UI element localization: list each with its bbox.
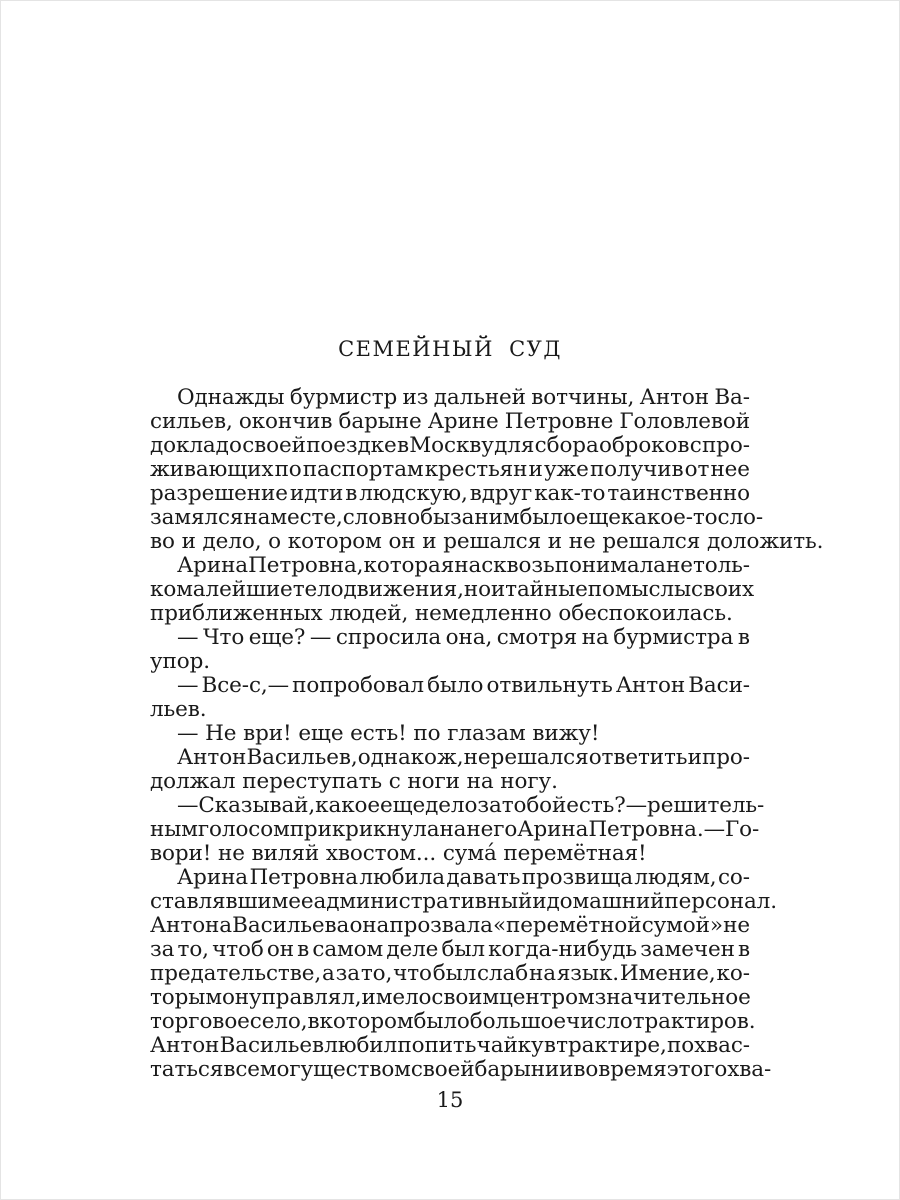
word: прозвала bbox=[389, 913, 493, 938]
word: вотчины, bbox=[531, 385, 635, 410]
text-line bbox=[150, 482, 750, 506]
word: на bbox=[581, 625, 609, 650]
word: Имение, bbox=[619, 961, 716, 986]
word: Васильева bbox=[232, 913, 350, 938]
word: своих bbox=[691, 577, 755, 602]
word: время bbox=[598, 1057, 667, 1082]
word: тайные bbox=[505, 577, 588, 602]
word: было bbox=[413, 1009, 470, 1034]
word: как-то bbox=[534, 481, 606, 506]
word: Антон bbox=[177, 745, 247, 770]
text-line bbox=[150, 1034, 750, 1058]
word: — bbox=[177, 625, 199, 650]
word: котором bbox=[319, 1009, 414, 1034]
word: и bbox=[532, 889, 547, 914]
word: торым bbox=[150, 985, 222, 1010]
word: большое bbox=[469, 1009, 566, 1034]
word: — bbox=[177, 673, 199, 698]
word: Арине bbox=[427, 409, 499, 434]
word: Арина bbox=[177, 865, 249, 890]
text-line bbox=[150, 386, 750, 410]
word: было bbox=[427, 673, 484, 698]
word: было bbox=[519, 505, 576, 530]
text-line bbox=[150, 962, 750, 986]
word: в bbox=[345, 481, 358, 506]
word: по bbox=[274, 457, 302, 482]
word: Ва- bbox=[714, 385, 750, 410]
word: голосом bbox=[197, 817, 290, 842]
word: и bbox=[490, 577, 506, 602]
word: сильев, bbox=[150, 409, 233, 434]
word: людям, bbox=[634, 865, 717, 890]
word: но bbox=[463, 577, 491, 602]
text-line bbox=[150, 866, 750, 890]
word: таинственно bbox=[607, 481, 750, 506]
word: хва- bbox=[727, 1057, 772, 1082]
word: и bbox=[559, 1057, 574, 1082]
word: ее bbox=[288, 889, 314, 914]
word: получив bbox=[589, 457, 684, 482]
word: про- bbox=[701, 745, 750, 770]
text-line bbox=[150, 505, 764, 530]
text-line: льев. bbox=[150, 697, 207, 722]
word: в bbox=[543, 1033, 556, 1058]
word: которая bbox=[363, 553, 455, 578]
word: барыни bbox=[474, 1057, 560, 1082]
word: прозвища bbox=[521, 865, 633, 890]
word: был bbox=[432, 961, 477, 986]
word: что bbox=[393, 961, 432, 986]
word: она bbox=[349, 913, 390, 938]
text-block bbox=[150, 385, 824, 1082]
word: со- bbox=[717, 865, 750, 890]
text-line: приближенных людей, немедленно обеспокоилась. bbox=[150, 601, 733, 626]
word: управлял, bbox=[249, 985, 362, 1010]
word: толь- bbox=[692, 553, 750, 578]
word: давать bbox=[446, 865, 521, 890]
word: любил bbox=[324, 1033, 398, 1058]
word: доклад bbox=[150, 433, 229, 458]
word: на bbox=[439, 817, 467, 842]
word: за bbox=[477, 793, 502, 818]
word: ответить bbox=[588, 745, 688, 770]
text-line bbox=[150, 986, 750, 1010]
word: он bbox=[266, 937, 294, 962]
word: замялся bbox=[150, 505, 244, 530]
word: тобой bbox=[501, 793, 567, 818]
word: прикрикнула bbox=[289, 817, 440, 842]
word: то, bbox=[360, 961, 393, 986]
word: имело bbox=[361, 985, 432, 1010]
word: него bbox=[466, 817, 518, 842]
word: любила bbox=[359, 865, 445, 890]
text-line bbox=[150, 938, 750, 962]
word: персонал. bbox=[664, 889, 777, 914]
word: из bbox=[402, 385, 429, 410]
word: Сказывай, bbox=[198, 793, 316, 818]
word: сумой» bbox=[641, 913, 723, 938]
word: на bbox=[243, 505, 271, 530]
text-line bbox=[150, 1057, 772, 1082]
text-line bbox=[150, 914, 750, 938]
word: бы bbox=[420, 505, 450, 530]
text-line bbox=[150, 793, 765, 818]
text-line bbox=[150, 410, 750, 434]
text-line: во и дело, о котором он и решался и не решался доложить. bbox=[150, 529, 824, 554]
word: Антон bbox=[639, 385, 709, 410]
word: нее bbox=[710, 457, 750, 482]
word: Головлевой bbox=[619, 409, 750, 434]
word: Васильев bbox=[219, 1033, 324, 1058]
word: не bbox=[665, 553, 693, 578]
word: Что bbox=[203, 625, 245, 650]
word: Антон bbox=[615, 673, 686, 698]
word: Петровне bbox=[504, 409, 614, 434]
word: чтоб bbox=[212, 937, 264, 962]
word: бурмистра bbox=[613, 625, 734, 650]
word: число bbox=[565, 1009, 633, 1034]
word: слаб bbox=[477, 961, 529, 986]
word: то, bbox=[177, 937, 209, 962]
word: деле bbox=[386, 937, 439, 962]
text-line: упор. bbox=[150, 649, 211, 674]
word: крестьян bbox=[424, 457, 528, 482]
word: Петровна bbox=[249, 865, 358, 890]
word: своим bbox=[431, 985, 500, 1010]
text-line bbox=[150, 577, 755, 602]
word: не bbox=[723, 913, 750, 938]
word: Васильев, bbox=[246, 745, 358, 770]
word: паспортам bbox=[302, 457, 424, 482]
word: телодвижения, bbox=[292, 577, 464, 602]
word: —решитель- bbox=[625, 793, 765, 818]
word: он bbox=[221, 985, 250, 1010]
word: малейшие bbox=[176, 577, 293, 602]
word: и bbox=[687, 745, 702, 770]
word: за bbox=[335, 961, 360, 986]
text-line bbox=[150, 554, 750, 578]
word: был bbox=[441, 937, 485, 962]
word: спросила bbox=[335, 625, 442, 650]
word: Арина bbox=[177, 553, 249, 578]
word: Петровна, bbox=[248, 553, 364, 578]
word: Антон bbox=[150, 1033, 220, 1058]
word: Все-с,— bbox=[201, 673, 290, 698]
word: ным bbox=[150, 817, 198, 842]
word: и bbox=[528, 457, 543, 482]
word: на bbox=[529, 961, 556, 986]
word: еще bbox=[380, 793, 426, 818]
word: своей bbox=[410, 1057, 475, 1082]
word: таться bbox=[150, 1057, 224, 1082]
word: в bbox=[737, 625, 750, 650]
word: ставлявшим bbox=[150, 889, 289, 914]
word: еще bbox=[575, 505, 621, 530]
word: всемогуществом bbox=[223, 1057, 411, 1082]
text-line bbox=[150, 458, 750, 482]
word: за bbox=[449, 505, 475, 530]
word: в bbox=[297, 937, 310, 962]
word: поездке bbox=[306, 433, 397, 458]
word: сбора bbox=[534, 433, 599, 458]
word: людскую, bbox=[359, 481, 468, 506]
word: уже bbox=[543, 457, 589, 482]
word: а bbox=[321, 961, 335, 986]
word: для bbox=[494, 433, 535, 458]
word: трактиров. bbox=[632, 1009, 756, 1034]
word: предательстве, bbox=[150, 961, 322, 986]
word: насквозь bbox=[454, 553, 555, 578]
word: Москву bbox=[409, 433, 494, 458]
text-line bbox=[150, 746, 750, 770]
word: словно bbox=[342, 505, 421, 530]
word: оброков bbox=[598, 433, 690, 458]
word: похвас- bbox=[667, 1033, 750, 1058]
word: какое-то bbox=[620, 505, 718, 530]
word: окончив bbox=[238, 409, 333, 434]
text-line bbox=[150, 1009, 756, 1034]
word: в bbox=[737, 937, 750, 962]
word: дальней bbox=[433, 385, 526, 410]
word: месте, bbox=[270, 505, 343, 530]
word: торговое bbox=[150, 1009, 250, 1034]
word: про- bbox=[701, 433, 750, 458]
word: живающих bbox=[150, 457, 274, 482]
word: смотря bbox=[496, 625, 578, 650]
word: «перемётной bbox=[492, 913, 642, 938]
word: вдруг bbox=[469, 481, 533, 506]
word: — bbox=[309, 625, 332, 650]
word: попить bbox=[397, 1033, 477, 1058]
text-line bbox=[150, 817, 760, 842]
word: не bbox=[463, 745, 491, 770]
chapter-title: СЕМЕЙНЫЙ СУД bbox=[338, 337, 562, 361]
word: значительное bbox=[594, 985, 751, 1010]
word: Петровна.— bbox=[588, 817, 725, 842]
word: от bbox=[684, 457, 710, 482]
word: — bbox=[177, 793, 199, 818]
word: домашний bbox=[546, 889, 665, 914]
word: в bbox=[307, 1009, 320, 1034]
word: в bbox=[396, 433, 409, 458]
word: есть? bbox=[566, 793, 626, 818]
text-line bbox=[150, 674, 750, 698]
word: Однажды bbox=[177, 385, 285, 410]
text-line bbox=[150, 626, 750, 650]
word: однако bbox=[357, 745, 437, 770]
text-line: должал переступать с ноги на ногу. bbox=[150, 769, 558, 794]
text-line bbox=[150, 889, 777, 914]
word: самом bbox=[312, 937, 384, 962]
word: Антона bbox=[150, 913, 232, 938]
word: язык. bbox=[556, 961, 620, 986]
word: замечен bbox=[640, 937, 735, 962]
word: бурмистр bbox=[289, 385, 398, 410]
word: во bbox=[573, 1057, 599, 1082]
word: помыслы bbox=[587, 577, 691, 602]
word: отвильнуть bbox=[486, 673, 613, 698]
word: ко- bbox=[716, 961, 750, 986]
word: с bbox=[689, 433, 702, 458]
word: Арина bbox=[517, 817, 589, 842]
word: Го- bbox=[724, 817, 760, 842]
word: какое bbox=[315, 793, 381, 818]
word: дело bbox=[425, 793, 478, 818]
word: барыне bbox=[338, 409, 422, 434]
page-number: 15 bbox=[436, 1088, 464, 1112]
word: ко bbox=[150, 577, 177, 602]
word: понимала bbox=[554, 553, 666, 578]
word: трактире, bbox=[556, 1033, 667, 1058]
word: ж, bbox=[437, 745, 464, 770]
word: когда-нибудь bbox=[488, 937, 638, 962]
word: административный bbox=[313, 889, 533, 914]
word: она, bbox=[445, 625, 493, 650]
word: село, bbox=[249, 1009, 308, 1034]
word: этого bbox=[666, 1057, 728, 1082]
word: разрешение bbox=[150, 481, 288, 506]
text-line: — Не ври! еще есть! по глазам вижу! bbox=[177, 721, 600, 746]
word: Васи- bbox=[688, 673, 750, 698]
word: чайку bbox=[476, 1033, 544, 1058]
word: центром bbox=[499, 985, 595, 1010]
word: решался bbox=[490, 745, 589, 770]
word: идти bbox=[289, 481, 344, 506]
word: ним bbox=[474, 505, 520, 530]
text-line bbox=[150, 434, 750, 458]
word: попробовал bbox=[292, 673, 424, 698]
text-line: вори! не виляй хвостом... сума́ перемётная! bbox=[150, 841, 647, 866]
word: сло- bbox=[717, 505, 764, 530]
word: своей bbox=[242, 433, 306, 458]
word: еще? bbox=[248, 625, 306, 650]
word: о bbox=[229, 433, 242, 458]
word: за bbox=[150, 937, 175, 962]
